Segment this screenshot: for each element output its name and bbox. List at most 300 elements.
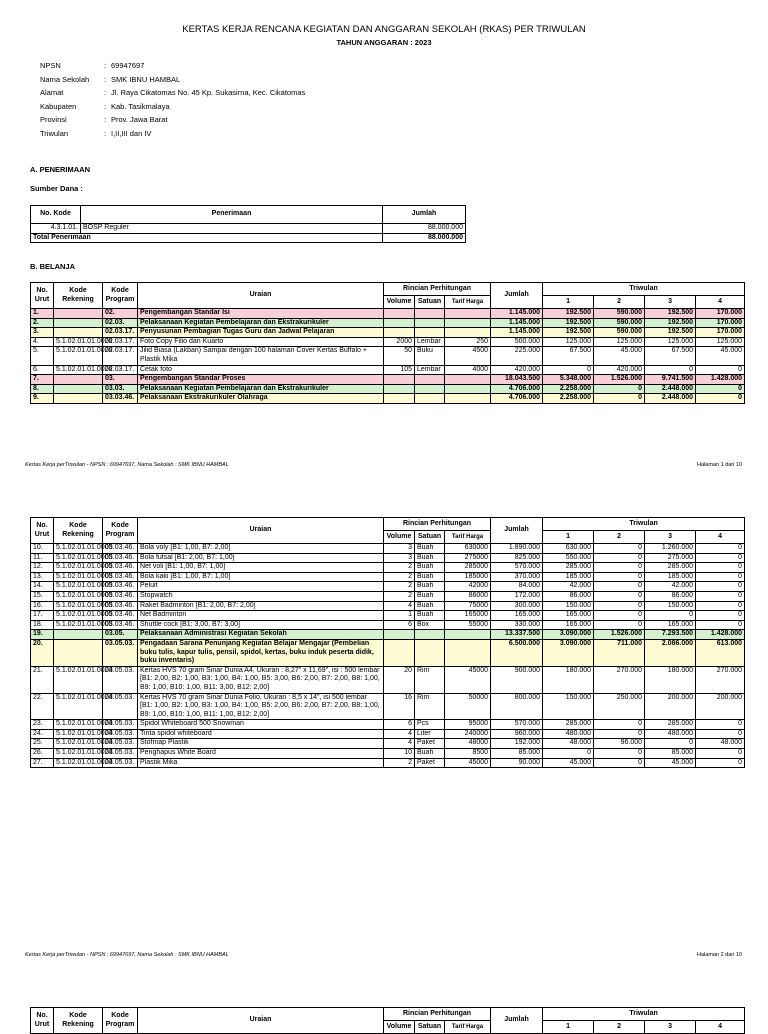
row-no-cell: 12. (31, 563, 54, 573)
triwulan-4-cell: 0 (696, 620, 745, 630)
kode-program-cell: 02. (103, 309, 138, 319)
info-row (40, 88, 305, 102)
header-uraian: Uraian (138, 518, 384, 544)
triwulan-4-cell: 170.000 (696, 309, 745, 319)
satuan-cell: Buah (415, 553, 445, 563)
jumlah-cell: 1.145.000 (491, 318, 543, 328)
header-uraian: Uraian (138, 283, 384, 309)
volume-cell (384, 375, 415, 385)
kode-cell: 4.3.1.01. (31, 224, 81, 234)
triwulan-3-cell: 85.000 (645, 749, 696, 759)
jumlah-cell: 300.000 (491, 601, 543, 611)
tarif-cell: 630000 (445, 544, 491, 554)
triwulan-1-cell: 165.000 (543, 611, 594, 621)
triwulan-4-cell: 0 (696, 582, 745, 592)
satuan-cell: Rim (415, 666, 445, 693)
uraian-cell: Stofmap Plastik (138, 739, 384, 749)
row-no-cell: 22. (31, 693, 54, 720)
header-triwulan: Triwulan (543, 1008, 745, 1021)
row-no-cell: 6. (31, 365, 54, 375)
row-no-cell: 13. (31, 572, 54, 582)
tarif-cell: 8500 (445, 749, 491, 759)
header-uraian: Uraian (138, 1008, 384, 1034)
kode-rekening-cell (54, 375, 103, 385)
kode-program-cell: 03.03. (103, 384, 138, 394)
header-volume: Volume (384, 531, 415, 544)
row-no-cell: 4. (31, 337, 54, 347)
tarif-cell: 185000 (445, 572, 491, 582)
satuan-cell (415, 309, 445, 319)
header-jumlah: Jumlah (491, 518, 543, 544)
triwulan-4-cell: 48.000 (696, 739, 745, 749)
triwulan-2-cell: 420.000 (594, 365, 645, 375)
triwulan-2-cell: 1.526.000 (594, 630, 645, 640)
triwulan-2-cell: 590.000 (594, 309, 645, 319)
triwulan-1-cell: 3.090.000 (543, 639, 594, 666)
kode-program-cell: 03.05.03. (103, 749, 138, 759)
table-row (31, 591, 745, 601)
header-t4: 4 (696, 1021, 745, 1034)
header-kode-rekening: Kode Rekening (54, 1008, 103, 1034)
triwulan-3-cell: 480.000 (645, 729, 696, 739)
jumlah-cell: 4.706.000 (491, 394, 543, 404)
header-no-kode: No. Kode (31, 206, 81, 224)
kode-rekening-cell (54, 630, 103, 640)
triwulan-2-cell: 0 (594, 601, 645, 611)
triwulan-3-cell: 86.000 (645, 591, 696, 601)
header-satuan: Satuan (415, 531, 445, 544)
triwulan-3-cell: 9.741.500 (645, 375, 696, 385)
uraian-cell: Penyusunan Pembagian Tugas Guru dan Jadwal Pelajaran (138, 328, 384, 338)
header-volume: Volume (384, 1021, 415, 1034)
volume-cell: 6 (384, 620, 415, 630)
satuan-cell: Buah (415, 582, 445, 592)
info-row (40, 61, 305, 75)
uraian-cell: Kertas HVS 70 gram Sinar Dunia Folio, Ukuran : 8,5 x 14", isi 500 lembar [B1: 1,00, B2: 1,00, B3: 1,00, B4: 1,00, B5: 2,00, B6: 2,00, B7: 2,00, B8: 1,00, B9: 1,00, B10: 1,00, B11: 1,00, B12: 2,00] (138, 693, 384, 720)
satuan-cell: Lembar (415, 337, 445, 347)
kode-program-cell: 03.03.46. (103, 394, 138, 404)
kode-rekening-cell (54, 309, 103, 319)
table-row (31, 553, 745, 563)
triwulan-2-cell: 0 (594, 384, 645, 394)
tarif-cell (445, 309, 491, 319)
satuan-cell (415, 328, 445, 338)
info-colon: : (103, 74, 107, 84)
volume-cell (384, 328, 415, 338)
footer-left-page2: Kertas Kerja perTriwulan - NPSN : 69947697, Nama Sekolah : SMK IBNU HAMBAL (25, 952, 229, 958)
table-row (31, 611, 745, 621)
tarif-cell (445, 318, 491, 328)
triwulan-2-cell: 0 (594, 553, 645, 563)
triwulan-4-cell: 613.000 (696, 639, 745, 666)
uraian-cell: Pengadaan Sarana Penunjang Kegiatan Belajar Mengajar (Pembelian buku tulis, kapur tulis, pensil, spidol, kertas, buku induk peserta didik, buku inventaris) (138, 639, 384, 666)
kode-program-cell: 02.03.17. (103, 347, 138, 365)
row-no-cell: 21. (31, 666, 54, 693)
triwulan-2-cell: 0 (594, 582, 645, 592)
tarif-cell: 48000 (445, 739, 491, 749)
kode-rekening-cell: 5.1.02.01.01.0024 (54, 729, 103, 739)
tarif-cell: 275000 (445, 553, 491, 563)
volume-cell: 2 (384, 563, 415, 573)
table-row (31, 563, 745, 573)
uraian-cell: Bola voly [B1: 1,00, B7: 2,00] (138, 544, 384, 554)
triwulan-4-cell: 170.000 (696, 318, 745, 328)
kode-rekening-cell: 5.1.02.01.01.0005 (54, 572, 103, 582)
volume-cell: 2 (384, 591, 415, 601)
header-satuan: Satuan (415, 1021, 445, 1034)
volume-cell (384, 318, 415, 328)
row-no-cell: 26. (31, 749, 54, 759)
volume-cell: 6 (384, 720, 415, 730)
satuan-cell: Buah (415, 572, 445, 582)
table-row (31, 666, 745, 693)
kode-rekening-cell: 5.1.02.01.01.0024 (54, 749, 103, 759)
info-colon: : (103, 101, 107, 111)
kode-rekening-cell (54, 318, 103, 328)
triwulan-3-cell: 192.500 (645, 328, 696, 338)
triwulan-3-cell: 180.000 (645, 666, 696, 693)
tarif-cell: 4000 (445, 365, 491, 375)
triwulan-3-cell: 0 (645, 739, 696, 749)
satuan-cell: Buah (415, 563, 445, 573)
header-rincian: Rincian Perhitungan (384, 1008, 491, 1021)
kode-program-cell: 03.05.03. (103, 693, 138, 720)
table-row (31, 601, 745, 611)
tarif-cell (445, 630, 491, 640)
satuan-cell (415, 384, 445, 394)
uraian-cell: Pelaksanaan Kegiatan Pembelajaran dan Ekstrakurikuler (138, 384, 384, 394)
triwulan-2-cell: 0 (594, 394, 645, 404)
info-label: Provinsi (40, 115, 67, 124)
triwulan-1-cell: 3.090.000 (543, 630, 594, 640)
triwulan-3-cell: 285.000 (645, 720, 696, 730)
kode-program-cell: 03.03.46. (103, 553, 138, 563)
kode-program-cell: 03.03.46. (103, 601, 138, 611)
kode-program-cell: 03.03.46. (103, 582, 138, 592)
triwulan-4-cell: 0 (696, 572, 745, 582)
volume-cell: 2 (384, 758, 415, 768)
triwulan-2-cell: 0 (594, 611, 645, 621)
jumlah-cell: 4.706.000 (491, 384, 543, 394)
uraian-cell: Penghapus White Board (138, 749, 384, 759)
jumlah-cell: 900.000 (491, 666, 543, 693)
triwulan-2-cell: 250.000 (594, 693, 645, 720)
triwulan-2-cell: 125.000 (594, 337, 645, 347)
volume-cell: 20 (384, 666, 415, 693)
header-kode-program: Kode Program (103, 1008, 138, 1034)
header-tarif: Tarif Harga (445, 296, 491, 309)
jumlah-cell: 192.000 (491, 739, 543, 749)
uraian-cell: Pengembangan Standar Isi (138, 309, 384, 319)
document-title: KERTAS KERJA RENCANA KEGIATAN DAN ANGGARAN SEKOLAH (RKAS) PER TRIWULAN (182, 24, 586, 35)
tarif-cell: 45000 (445, 758, 491, 768)
kode-rekening-cell: 5.1.02.01.01.0026 (54, 365, 103, 375)
triwulan-3-cell: 285.000 (645, 563, 696, 573)
belanja-table-page1 (30, 282, 745, 404)
row-no-cell: 2. (31, 318, 54, 328)
row-no-cell: 7. (31, 375, 54, 385)
table-row (31, 384, 745, 394)
uraian-cell: Pelaksanaan Administrasi Kegiatan Sekolah (138, 630, 384, 640)
info-colon: : (103, 61, 107, 70)
table-row (31, 328, 745, 338)
jumlah-cell: 370.000 (491, 572, 543, 582)
triwulan-1-cell: 5.348.000 (543, 375, 594, 385)
uraian-cell: Jilid Biasa (Lakban) Sampai dengan 100 halaman Cover Kertas Buffalo + Plastik Mika (138, 347, 384, 365)
uraian-cell: Stopwatch (138, 591, 384, 601)
belanja-table-page2 (30, 517, 745, 768)
tarif-cell: 4500 (445, 347, 491, 365)
header-triwulan: Triwulan (543, 283, 745, 296)
triwulan-2-cell: 1.526.000 (594, 375, 645, 385)
jumlah-cell: 90.000 (491, 758, 543, 768)
satuan-cell: Paket (415, 758, 445, 768)
triwulan-1-cell: 185.000 (543, 572, 594, 582)
info-label: Alamat (40, 88, 64, 97)
uraian-cell: Spidol Whiteboard 500 Snowman (138, 720, 384, 730)
triwulan-1-cell: 48.000 (543, 739, 594, 749)
triwulan-1-cell: 192.500 (543, 309, 594, 319)
uraian-cell: Tinta spidol whiteboard (138, 729, 384, 739)
kode-program-cell: 03.05.03. (103, 666, 138, 693)
penerimaan-cell: BOSP Reguler (81, 224, 383, 234)
kode-rekening-cell: 5.1.02.01.01.0024 (54, 693, 103, 720)
triwulan-4-cell: 0 (696, 563, 745, 573)
satuan-cell (415, 375, 445, 385)
triwulan-3-cell: 0 (645, 365, 696, 375)
triwulan-3-cell: 2.448.000 (645, 394, 696, 404)
uraian-cell: Shuttle cock [B1: 3,00, B7: 3,00] (138, 620, 384, 630)
kode-program-cell: 03.03.46. (103, 544, 138, 554)
kode-rekening-cell (54, 394, 103, 404)
total-value: 88.000.000 (383, 233, 466, 243)
header-t2: 2 (594, 1021, 645, 1034)
satuan-cell: Buah (415, 591, 445, 601)
tarif-cell: 165000 (445, 611, 491, 621)
jumlah-cell: 800.000 (491, 693, 543, 720)
triwulan-4-cell: 125.000 (696, 337, 745, 347)
triwulan-4-cell: 0 (696, 601, 745, 611)
volume-cell (384, 639, 415, 666)
uraian-cell: Net voli [B1: 1,00, B7: 1,00] (138, 563, 384, 573)
info-row (40, 75, 305, 89)
triwulan-1-cell: 630.000 (543, 544, 594, 554)
jumlah-cell: 13.337.500 (491, 630, 543, 640)
satuan-cell: Buku (415, 347, 445, 365)
triwulan-1-cell: 285.000 (543, 563, 594, 573)
table-row (31, 318, 745, 328)
kode-program-cell: 03.05.03. (103, 639, 138, 666)
tarif-cell: 240000 (445, 729, 491, 739)
header-tarif: Tarif Harga (445, 531, 491, 544)
triwulan-3-cell: 7.293.500 (645, 630, 696, 640)
satuan-cell: Lembar (415, 365, 445, 375)
triwulan-3-cell: 150.000 (645, 601, 696, 611)
triwulan-2-cell: 0 (594, 749, 645, 759)
info-colon: : (103, 115, 107, 124)
header-kode-rekening: Kode Rekening (54, 518, 103, 544)
table-row (31, 582, 745, 592)
triwulan-4-cell: 45.000 (696, 347, 745, 365)
volume-cell (384, 309, 415, 319)
section-belanja-title: B. BELANJA (30, 262, 76, 271)
jumlah-cell: 500.000 (491, 337, 543, 347)
kode-rekening-cell: 5.1.02.01.01.0005 (54, 553, 103, 563)
satuan-cell: Box (415, 620, 445, 630)
row-no-cell: 17. (31, 611, 54, 621)
belanja-table-page3 (30, 1007, 745, 1034)
jumlah-cell: 570.000 (491, 563, 543, 573)
header-t2: 2 (594, 296, 645, 309)
table-row (31, 758, 745, 768)
jumlah-cell: 960.000 (491, 729, 543, 739)
triwulan-3-cell: 2.086.000 (645, 639, 696, 666)
satuan-cell: Paket (415, 739, 445, 749)
uraian-cell: Peluit (138, 582, 384, 592)
header-jumlah: Jumlah (383, 206, 466, 224)
kode-program-cell: 03.05.03. (103, 758, 138, 768)
tarif-cell: 250 (445, 337, 491, 347)
satuan-cell (415, 630, 445, 640)
table-row (31, 693, 745, 720)
kode-program-cell: 03.05. (103, 630, 138, 640)
kode-program-cell: 03.03.46. (103, 620, 138, 630)
kode-program-cell: 03.03.46. (103, 611, 138, 621)
triwulan-2-cell: 590.000 (594, 328, 645, 338)
row-no-cell: 18. (31, 620, 54, 630)
header-t3: 3 (645, 531, 696, 544)
uraian-cell: Pelaksanaan Kegiatan Pembelajaran dan Ekstrakurikuler (138, 318, 384, 328)
header-no-urut: No. Urut (31, 1008, 54, 1034)
info-colon: : (103, 88, 107, 97)
triwulan-4-cell: 0 (696, 611, 745, 621)
tarif-cell: 55000 (445, 620, 491, 630)
jumlah-cell: 165.000 (491, 611, 543, 621)
jumlah-cell: 1.145.000 (491, 309, 543, 319)
volume-cell: 4 (384, 739, 415, 749)
header-tarif: Tarif Harga (445, 1021, 491, 1034)
jumlah-cell: 1.890.000 (491, 544, 543, 554)
tarif-cell: 95000 (445, 720, 491, 730)
kode-rekening-cell: 5.1.02.01.01.0005 (54, 611, 103, 621)
jumlah-cell: 1.145.000 (491, 328, 543, 338)
info-value: Prov. Jawa Barat (111, 115, 168, 124)
header-t2: 2 (594, 531, 645, 544)
satuan-cell: Buah (415, 611, 445, 621)
triwulan-2-cell: 270.000 (594, 666, 645, 693)
header-triwulan: Triwulan (543, 518, 745, 531)
tarif-cell: 50000 (445, 693, 491, 720)
jumlah-cell: 172.000 (491, 591, 543, 601)
jumlah-cell: 6.500.000 (491, 639, 543, 666)
table-row (31, 365, 745, 375)
triwulan-2-cell: 0 (594, 544, 645, 554)
volume-cell: 105 (384, 365, 415, 375)
header-rincian: Rincian Perhitungan (384, 283, 491, 296)
kode-program-cell: 02.03.17. (103, 365, 138, 375)
row-no-cell: 24. (31, 729, 54, 739)
row-no-cell: 8. (31, 384, 54, 394)
triwulan-1-cell: 2.258.000 (543, 384, 594, 394)
uraian-cell: Bola futsal [B1: 2,00, B7: 1,00] (138, 553, 384, 563)
triwulan-1-cell: 125.000 (543, 337, 594, 347)
kode-program-cell: 02.03.17. (103, 328, 138, 338)
header-rincian: Rincian Perhitungan (384, 518, 491, 531)
uraian-cell: Pelaksanaan Ekstrakurikuler Olahraga (138, 394, 384, 404)
row-no-cell: 16. (31, 601, 54, 611)
jumlah-cell: 84.000 (491, 582, 543, 592)
triwulan-3-cell: 42.000 (645, 582, 696, 592)
table-row (31, 720, 745, 730)
header-volume: Volume (384, 296, 415, 309)
triwulan-3-cell: 125.000 (645, 337, 696, 347)
kode-rekening-cell: 5.1.02.01.01.0024 (54, 666, 103, 693)
triwulan-1-cell: 192.500 (543, 328, 594, 338)
info-label: Kabupaten (40, 101, 77, 111)
volume-cell (384, 394, 415, 404)
triwulan-4-cell: 0 (696, 749, 745, 759)
row-no-cell: 19. (31, 630, 54, 640)
kode-program-cell: 03.03.46. (103, 572, 138, 582)
triwulan-3-cell: 185.000 (645, 572, 696, 582)
info-value: 69947697 (111, 61, 145, 70)
triwulan-1-cell: 180.000 (543, 666, 594, 693)
kode-rekening-cell: 5.1.02.01.01.0005 (54, 601, 103, 611)
satuan-cell: Buah (415, 544, 445, 554)
triwulan-2-cell: 45.000 (594, 347, 645, 365)
triwulan-2-cell: 0 (594, 729, 645, 739)
volume-cell: 2 (384, 582, 415, 592)
triwulan-1-cell: 165.000 (543, 620, 594, 630)
sumber-dana-label: Sumber Dana : (30, 184, 83, 193)
volume-cell: 2 (384, 572, 415, 582)
volume-cell: 16 (384, 693, 415, 720)
table-row (31, 639, 745, 666)
header-kode-rekening: Kode Rekening (54, 283, 103, 309)
volume-cell: 3 (384, 544, 415, 554)
header-t4: 4 (696, 296, 745, 309)
table-row (31, 337, 745, 347)
tarif-cell (445, 639, 491, 666)
table-row (31, 375, 745, 385)
triwulan-4-cell: 0 (696, 591, 745, 601)
row-no-cell: 10. (31, 544, 54, 554)
kode-rekening-cell (54, 384, 103, 394)
triwulan-4-cell: 0 (696, 729, 745, 739)
triwulan-3-cell: 192.500 (645, 309, 696, 319)
kode-program-cell: 03.03.46. (103, 563, 138, 573)
satuan-cell (415, 639, 445, 666)
satuan-cell: Pcs (415, 720, 445, 730)
satuan-cell: Buah (415, 749, 445, 759)
kode-rekening-cell: 5.1.02.01.01.0005 (54, 563, 103, 573)
volume-cell: 10 (384, 749, 415, 759)
kode-rekening-cell: 5.1.02.01.01.0024 (54, 720, 103, 730)
kode-program-cell: 03. (103, 375, 138, 385)
volume-cell: 4 (384, 601, 415, 611)
kode-program-cell: 02.03.17. (103, 337, 138, 347)
triwulan-1-cell: 86.000 (543, 591, 594, 601)
row-no-cell: 11. (31, 553, 54, 563)
table-row (31, 347, 745, 365)
kode-rekening-cell (54, 328, 103, 338)
jumlah-cell: 825.000 (491, 553, 543, 563)
triwulan-2-cell: 0 (594, 591, 645, 601)
kode-rekening-cell (54, 639, 103, 666)
row-no-cell: 1. (31, 309, 54, 319)
triwulan-2-cell: 0 (594, 720, 645, 730)
school-info (40, 61, 305, 142)
